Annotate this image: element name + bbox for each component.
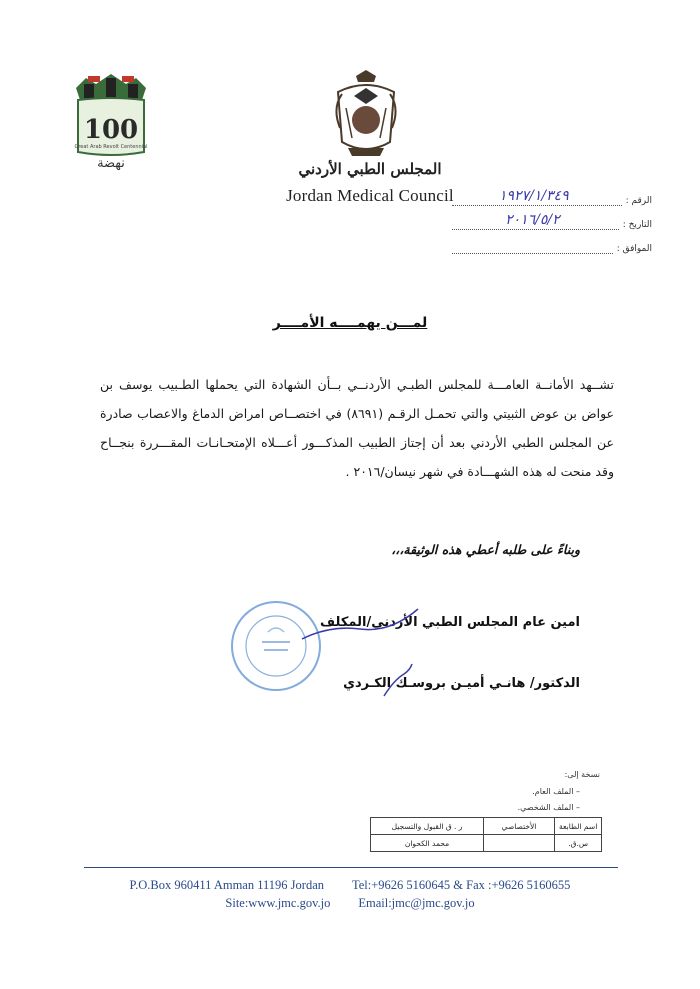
table-row xyxy=(371,835,602,852)
footer-divider xyxy=(84,867,618,868)
reference-number-label: الرقم : xyxy=(625,196,652,206)
table-cell: محمد الكحوان xyxy=(371,835,484,852)
reference-number-row xyxy=(452,188,652,206)
signature-tick-icon xyxy=(380,660,430,700)
council-name-arabic: المجلس الطبي الأردني xyxy=(298,160,442,178)
table-row xyxy=(371,818,602,835)
reference-number-value: ١٩٢٧/١/٣٤٩ xyxy=(499,188,569,204)
reference-date-label: التاريخ : xyxy=(622,220,652,230)
centenary-word: نهضة xyxy=(97,156,125,171)
footer-address-line xyxy=(100,878,600,893)
svg-text:100: 100 xyxy=(83,115,139,145)
letter-closing: وبناءً على طلبه أعطي هذه الوثيقة،،، xyxy=(391,542,580,557)
jordan-coat-of-arms-icon xyxy=(326,68,406,160)
table-cell: س.ق. xyxy=(555,835,602,852)
reference-date-value: ٢٠١٦/٥/٢ xyxy=(505,212,560,228)
footer-web-line xyxy=(100,896,600,911)
letter-body: تشــهد الأمانــة العامـــة للمجلس الطبـي الأردنــي بــأن الشهادة التي يحملها الطـبيب يوسف بن عواض بن عوض الثبيتي والتي تحمـل الرقـم (٨٦٩١) في اختصــاص امراض الدماغ والاعصاب صادرة عن المجلس الطبي الأردني بعد أن إجتاز الطبيب المذكـــور أعـــلاه الإمتحـانـات المقـــررة بنجــاح وقد منحت له هذه الشهـــادة في شهر نيسان/٢٠١٦ . xyxy=(100,377,614,479)
footer-email[interactable]: Email:jmc@jmc.gov.jo xyxy=(358,896,475,910)
footer-pobox: P.O.Box 960411 Amman 11196 Jordan xyxy=(129,878,324,892)
table-header-cell: ر . ق القبول والتسجيل xyxy=(371,818,484,835)
copy-item: – الملف الشخصي. xyxy=(517,803,580,812)
reference-date-row xyxy=(452,212,652,230)
reference-corresponding-row xyxy=(452,236,652,254)
table-header-cell: اسم الطابعة xyxy=(555,818,602,835)
footer-phone-fax: Tel:+9626 5160645 & Fax :+9626 5160655 xyxy=(352,878,571,892)
centenary-caption: Great Arab Revolt Centennial xyxy=(74,144,148,150)
signatory-name: الدكتور/ هانـي أميـن بروسـك الكـردي xyxy=(343,676,580,691)
letter-title: لمـــن يهمــــه الأمــــر xyxy=(272,315,428,331)
copies-label: نسخة إلى: xyxy=(564,770,600,779)
routing-table xyxy=(370,817,602,852)
footer-site[interactable]: Site:www.jmc.gov.jo xyxy=(225,896,331,910)
signatory-title: امين عام المجلس الطبي الأردني/المكلف xyxy=(320,615,580,630)
centenary-logo xyxy=(66,70,156,180)
copy-item: – الملف العام. xyxy=(532,787,580,796)
table-header-cell: الأختصاصي xyxy=(484,818,555,835)
table-cell xyxy=(484,835,555,852)
reference-corresponding-label: الموافق : xyxy=(616,244,652,254)
signature-icon xyxy=(300,605,420,645)
council-name-english: Jordan Medical Council xyxy=(286,186,454,205)
